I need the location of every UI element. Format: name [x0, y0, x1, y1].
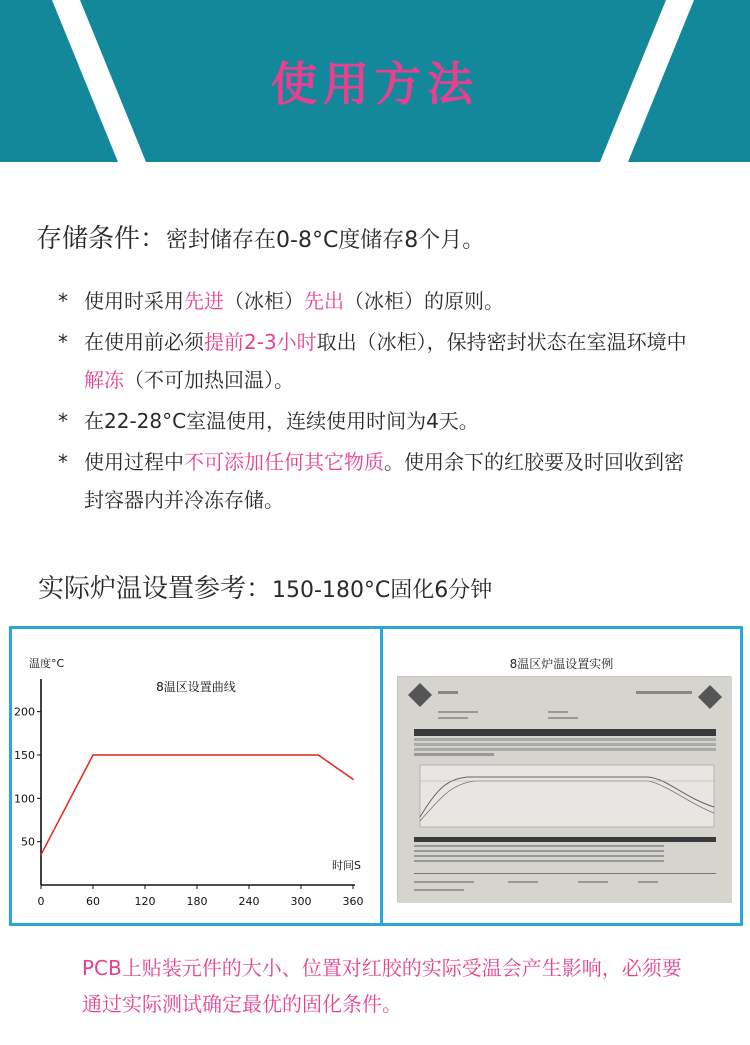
curve-chart-panel — [12, 629, 380, 923]
chart-panel — [9, 626, 743, 926]
x-tick-label: 60 — [86, 895, 100, 908]
usage-note-text — [84, 323, 698, 399]
x-tick-label: 360 — [342, 895, 364, 908]
note-text: 在22-28°C室温使用，连续使用时间为4天。 — [84, 409, 479, 433]
usage-note-item — [58, 323, 698, 399]
y-tick-label: 150 — [14, 749, 35, 762]
footer-note: PCB上贴装元件的大小、位置对红胶的实际受温会产生影响，必须要通过实际测试确定最优的固化条件。 — [82, 956, 682, 1016]
note-highlight: 不可添加任何其它物质 — [184, 450, 384, 474]
storage-value: 密封储存在0-8°C度储存8个月。 — [166, 228, 485, 253]
bullet-star: * — [58, 450, 68, 474]
note-highlight: 先出 — [304, 289, 344, 313]
x-tick-label: 120 — [134, 895, 156, 908]
note-text: （冰柜） — [224, 289, 304, 313]
oven-profile-photo-image — [398, 677, 732, 903]
note-highlight: 解冻 — [84, 368, 124, 392]
usage-note-item — [58, 402, 698, 440]
curve-point — [40, 854, 42, 856]
temperature-curve-chart — [12, 629, 380, 923]
usage-note-text — [84, 443, 698, 519]
y-axis-label: 温度°C — [29, 657, 65, 670]
curve-point — [92, 754, 94, 756]
note-highlight: 先进 — [184, 289, 224, 313]
storage-label: 存储条件： — [36, 224, 167, 254]
curve-point — [318, 754, 320, 756]
note-text: 使用时采用 — [84, 289, 184, 313]
note-text: （冰柜）的原则。 — [344, 289, 504, 313]
y-tick-label: 100 — [14, 792, 35, 806]
note-text: （不可加热回温）。 — [124, 368, 294, 392]
usage-note-item — [58, 443, 698, 519]
usage-note-text — [84, 402, 698, 440]
x-tick-label: 0 — [37, 895, 45, 908]
example-photo-title: 8温区炉温设置实例 — [509, 657, 614, 671]
note-text: 使用过程中 — [84, 450, 184, 474]
y-tick-label: 200 — [14, 705, 35, 719]
header-banner — [0, 0, 750, 162]
chart-title: 8温区设置曲线 — [156, 680, 236, 694]
example-photo-panel — [383, 629, 740, 923]
note-text: 。使用余下的红胶要及时回收到密封容器内并冷冻存储。 — [84, 450, 684, 512]
usage-notes-list — [58, 282, 698, 522]
oven-value: 150-180°C固化6分钟 — [272, 578, 493, 603]
x-axis-label: 时间S — [332, 859, 361, 872]
oven-setting-reference — [38, 568, 492, 605]
y-tick-label: 50 — [21, 835, 35, 849]
x-tick-label: 240 — [238, 895, 260, 908]
oven-label: 实际炉温设置参考： — [38, 574, 273, 604]
curve-point — [352, 778, 354, 780]
bullet-star: * — [58, 330, 68, 354]
oven-profile-photo — [397, 676, 731, 902]
x-tick-label: 180 — [186, 895, 208, 908]
bullet-star: * — [58, 409, 68, 433]
usage-note-text — [84, 282, 698, 320]
usage-note-item — [58, 282, 698, 320]
x-tick-label: 300 — [290, 895, 312, 908]
note-text: 取出（冰柜），保持密封状态在室温环境中 — [316, 330, 687, 354]
note-text: 在使用前必须 — [84, 330, 204, 354]
note-highlight: 提前2-3小时 — [204, 330, 317, 354]
page-title: 使用方法 — [271, 57, 479, 111]
bullet-star: * — [58, 289, 68, 313]
storage-condition — [36, 218, 484, 255]
temperature-curve-line — [41, 755, 353, 855]
